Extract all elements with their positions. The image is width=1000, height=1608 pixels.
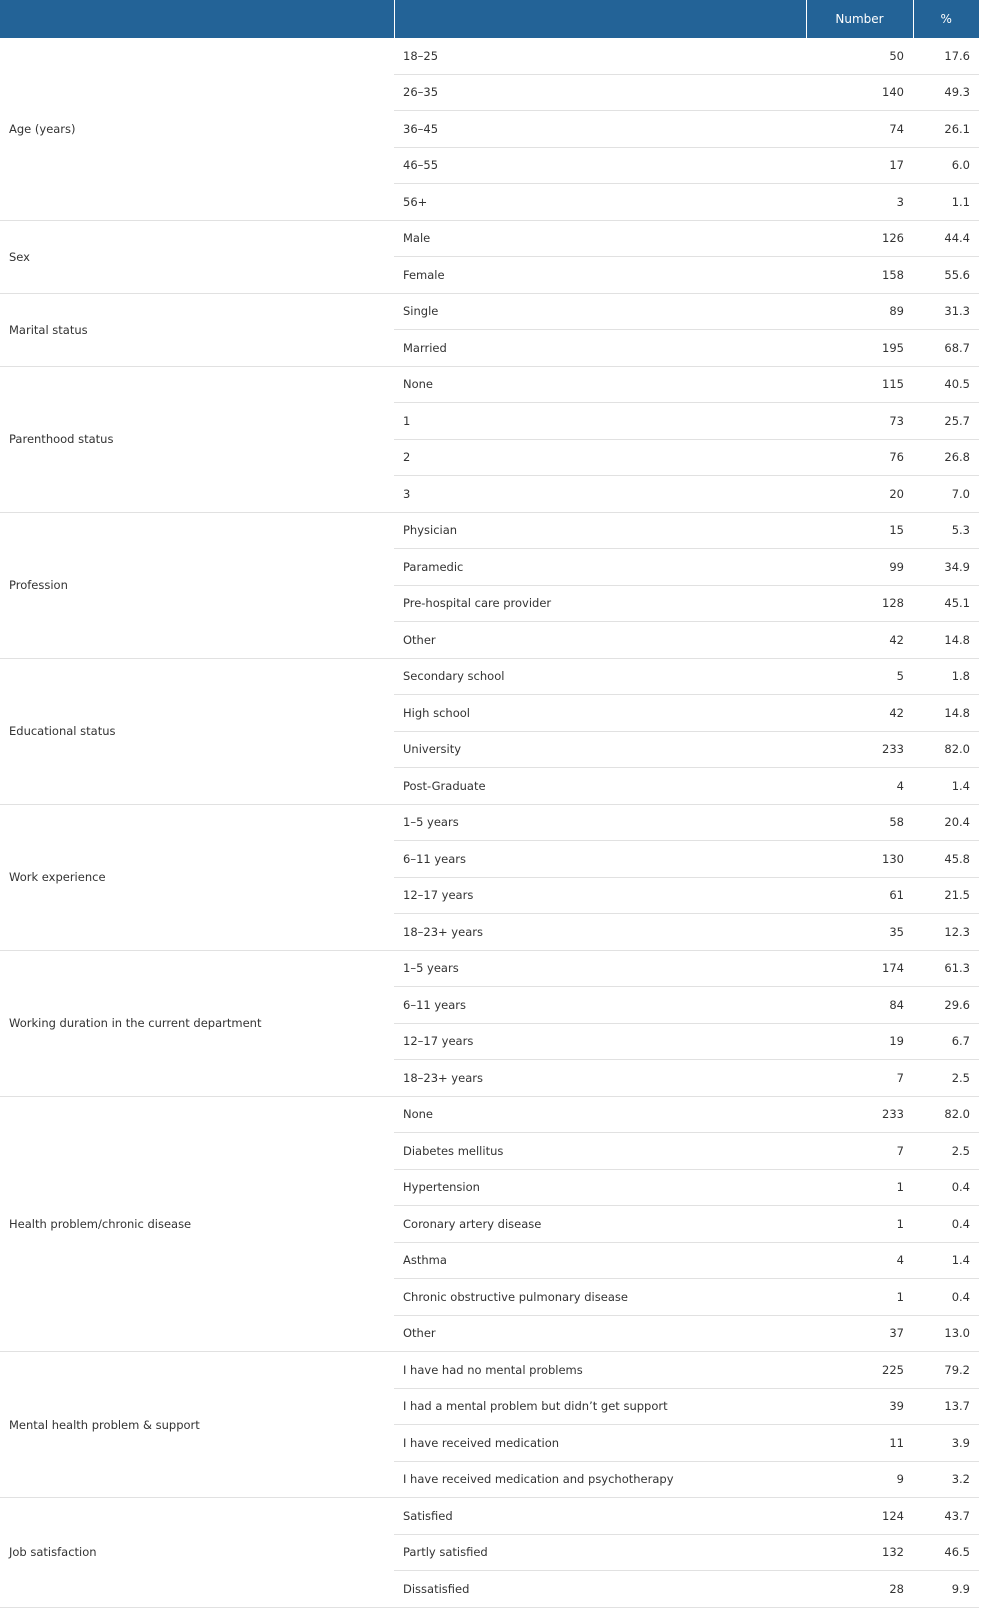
number-cell: 15 [806,512,913,549]
percent-cell: 61.3 [913,950,979,987]
category-cell: University [394,731,806,768]
number-cell: 58 [806,804,913,841]
category-cell: 1–5 years [394,804,806,841]
number-cell: 195 [806,330,913,367]
group-label: Parenthood status [0,366,394,512]
number-cell: 35 [806,914,913,951]
table-row [0,950,979,987]
group-label: Health problem/chronic disease [0,1096,394,1352]
category-cell: Post-Graduate [394,768,806,805]
percent-cell: 45.1 [913,585,979,622]
category-cell: None [394,366,806,403]
category-cell: I have received medication and psychotherapy [394,1461,806,1498]
group-label: Educational status [0,658,394,804]
category-cell: Coronary artery disease [394,1206,806,1243]
percent-cell: 1.4 [913,1242,979,1279]
number-cell: 9 [806,1461,913,1498]
category-cell: 56+ [394,184,806,221]
category-cell: 26–35 [394,74,806,111]
category-cell: 12–17 years [394,877,806,914]
header-row [0,0,979,38]
percent-cell: 17.6 [913,38,979,74]
percent-cell: 46.5 [913,1534,979,1571]
percent-cell: 55.6 [913,257,979,294]
percent-cell: 6.0 [913,147,979,184]
percent-cell: 9.9 [913,1571,979,1608]
number-cell: 42 [806,695,913,732]
header-number: Number [806,0,913,38]
percent-cell: 21.5 [913,877,979,914]
category-cell: Female [394,257,806,294]
table-row [0,366,979,403]
category-cell: Other [394,622,806,659]
number-cell: 76 [806,439,913,476]
category-cell: 18–23+ years [394,914,806,951]
percent-cell: 2.5 [913,1060,979,1097]
percent-cell: 13.0 [913,1315,979,1352]
category-cell: 6–11 years [394,841,806,878]
category-cell: Hypertension [394,1169,806,1206]
number-cell: 3 [806,184,913,221]
category-cell: None [394,1096,806,1133]
category-cell: Male [394,220,806,257]
percent-cell: 3.9 [913,1425,979,1462]
category-cell: 2 [394,439,806,476]
category-cell: Dissatisfied [394,1571,806,1608]
category-cell: 18–23+ years [394,1060,806,1097]
number-cell: 1 [806,1279,913,1316]
percent-cell: 2.5 [913,1133,979,1170]
table-row [0,658,979,695]
percent-cell: 40.5 [913,366,979,403]
percent-cell: 49.3 [913,74,979,111]
category-cell: Physician [394,512,806,549]
table-row [0,38,979,74]
number-cell: 61 [806,877,913,914]
group-label: Work experience [0,804,394,950]
category-cell: I have had no mental problems [394,1352,806,1389]
table-row [0,512,979,549]
group-label: Mental health problem & support [0,1352,394,1498]
group-label: Marital status [0,293,394,366]
percent-cell: 25.7 [913,403,979,440]
category-cell: 3 [394,476,806,513]
group-label: Working duration in the current department [0,950,394,1096]
category-cell: Satisfied [394,1498,806,1535]
number-cell: 128 [806,585,913,622]
percent-cell: 7.0 [913,476,979,513]
number-cell: 28 [806,1571,913,1608]
number-cell: 1 [806,1206,913,1243]
number-cell: 39 [806,1388,913,1425]
percent-cell: 31.3 [913,293,979,330]
category-cell: 36–45 [394,111,806,148]
number-cell: 17 [806,147,913,184]
number-cell: 130 [806,841,913,878]
category-cell: 12–17 years [394,1023,806,1060]
percent-cell: 3.2 [913,1461,979,1498]
category-cell: 18–25 [394,38,806,74]
percent-cell: 82.0 [913,731,979,768]
number-cell: 20 [806,476,913,513]
category-cell: Asthma [394,1242,806,1279]
number-cell: 37 [806,1315,913,1352]
table-row [0,220,979,257]
category-cell: Pre-hospital care provider [394,585,806,622]
group-label: Sex [0,220,394,293]
percent-cell: 82.0 [913,1096,979,1133]
percent-cell: 29.6 [913,987,979,1024]
percent-cell: 45.8 [913,841,979,878]
number-cell: 84 [806,987,913,1024]
percent-cell: 12.3 [913,914,979,951]
category-cell: 1–5 years [394,950,806,987]
number-cell: 115 [806,366,913,403]
percent-cell: 5.3 [913,512,979,549]
percent-cell: 44.4 [913,220,979,257]
number-cell: 132 [806,1534,913,1571]
number-cell: 89 [806,293,913,330]
category-cell: I had a mental problem but didn’t get support [394,1388,806,1425]
category-cell: Partly satisfied [394,1534,806,1571]
number-cell: 7 [806,1060,913,1097]
header-variable [0,0,394,38]
category-cell: 6–11 years [394,987,806,1024]
percent-cell: 0.4 [913,1169,979,1206]
percent-cell: 0.4 [913,1279,979,1316]
percent-cell: 13.7 [913,1388,979,1425]
group-label: Profession [0,512,394,658]
table-row [0,293,979,330]
percent-cell: 79.2 [913,1352,979,1389]
percent-cell: 1.1 [913,184,979,221]
number-cell: 11 [806,1425,913,1462]
number-cell: 99 [806,549,913,586]
category-cell: 1 [394,403,806,440]
number-cell: 225 [806,1352,913,1389]
table-row [0,1096,979,1133]
group-label: Job satisfaction [0,1498,394,1608]
number-cell: 42 [806,622,913,659]
number-cell: 233 [806,731,913,768]
number-cell: 4 [806,1242,913,1279]
table-row [0,804,979,841]
percent-cell: 14.8 [913,695,979,732]
group-label: Age (years) [0,38,394,220]
table-row [0,1498,979,1535]
percent-cell: 68.7 [913,330,979,367]
category-cell: Paramedic [394,549,806,586]
category-cell: High school [394,695,806,732]
table-header [0,0,979,38]
number-cell: 158 [806,257,913,294]
number-cell: 140 [806,74,913,111]
header-percent: % [913,0,979,38]
number-cell: 233 [806,1096,913,1133]
category-cell: 46–55 [394,147,806,184]
category-cell: I have received medication [394,1425,806,1462]
number-cell: 174 [806,950,913,987]
percent-cell: 26.8 [913,439,979,476]
table-body [0,38,979,1607]
percent-cell: 1.8 [913,658,979,695]
number-cell: 126 [806,220,913,257]
header-category [394,0,806,38]
category-cell: Secondary school [394,658,806,695]
number-cell: 1 [806,1169,913,1206]
number-cell: 4 [806,768,913,805]
percent-cell: 14.8 [913,622,979,659]
percent-cell: 34.9 [913,549,979,586]
number-cell: 124 [806,1498,913,1535]
category-cell: Single [394,293,806,330]
category-cell: Married [394,330,806,367]
percent-cell: 43.7 [913,1498,979,1535]
percent-cell: 26.1 [913,111,979,148]
percent-cell: 1.4 [913,768,979,805]
category-cell: Other [394,1315,806,1352]
number-cell: 74 [806,111,913,148]
number-cell: 73 [806,403,913,440]
number-cell: 7 [806,1133,913,1170]
category-cell: Diabetes mellitus [394,1133,806,1170]
number-cell: 5 [806,658,913,695]
percent-cell: 0.4 [913,1206,979,1243]
category-cell: Chronic obstructive pulmonary disease [394,1279,806,1316]
percent-cell: 6.7 [913,1023,979,1060]
percent-cell: 20.4 [913,804,979,841]
table-row [0,1352,979,1389]
number-cell: 50 [806,38,913,74]
number-cell: 19 [806,1023,913,1060]
